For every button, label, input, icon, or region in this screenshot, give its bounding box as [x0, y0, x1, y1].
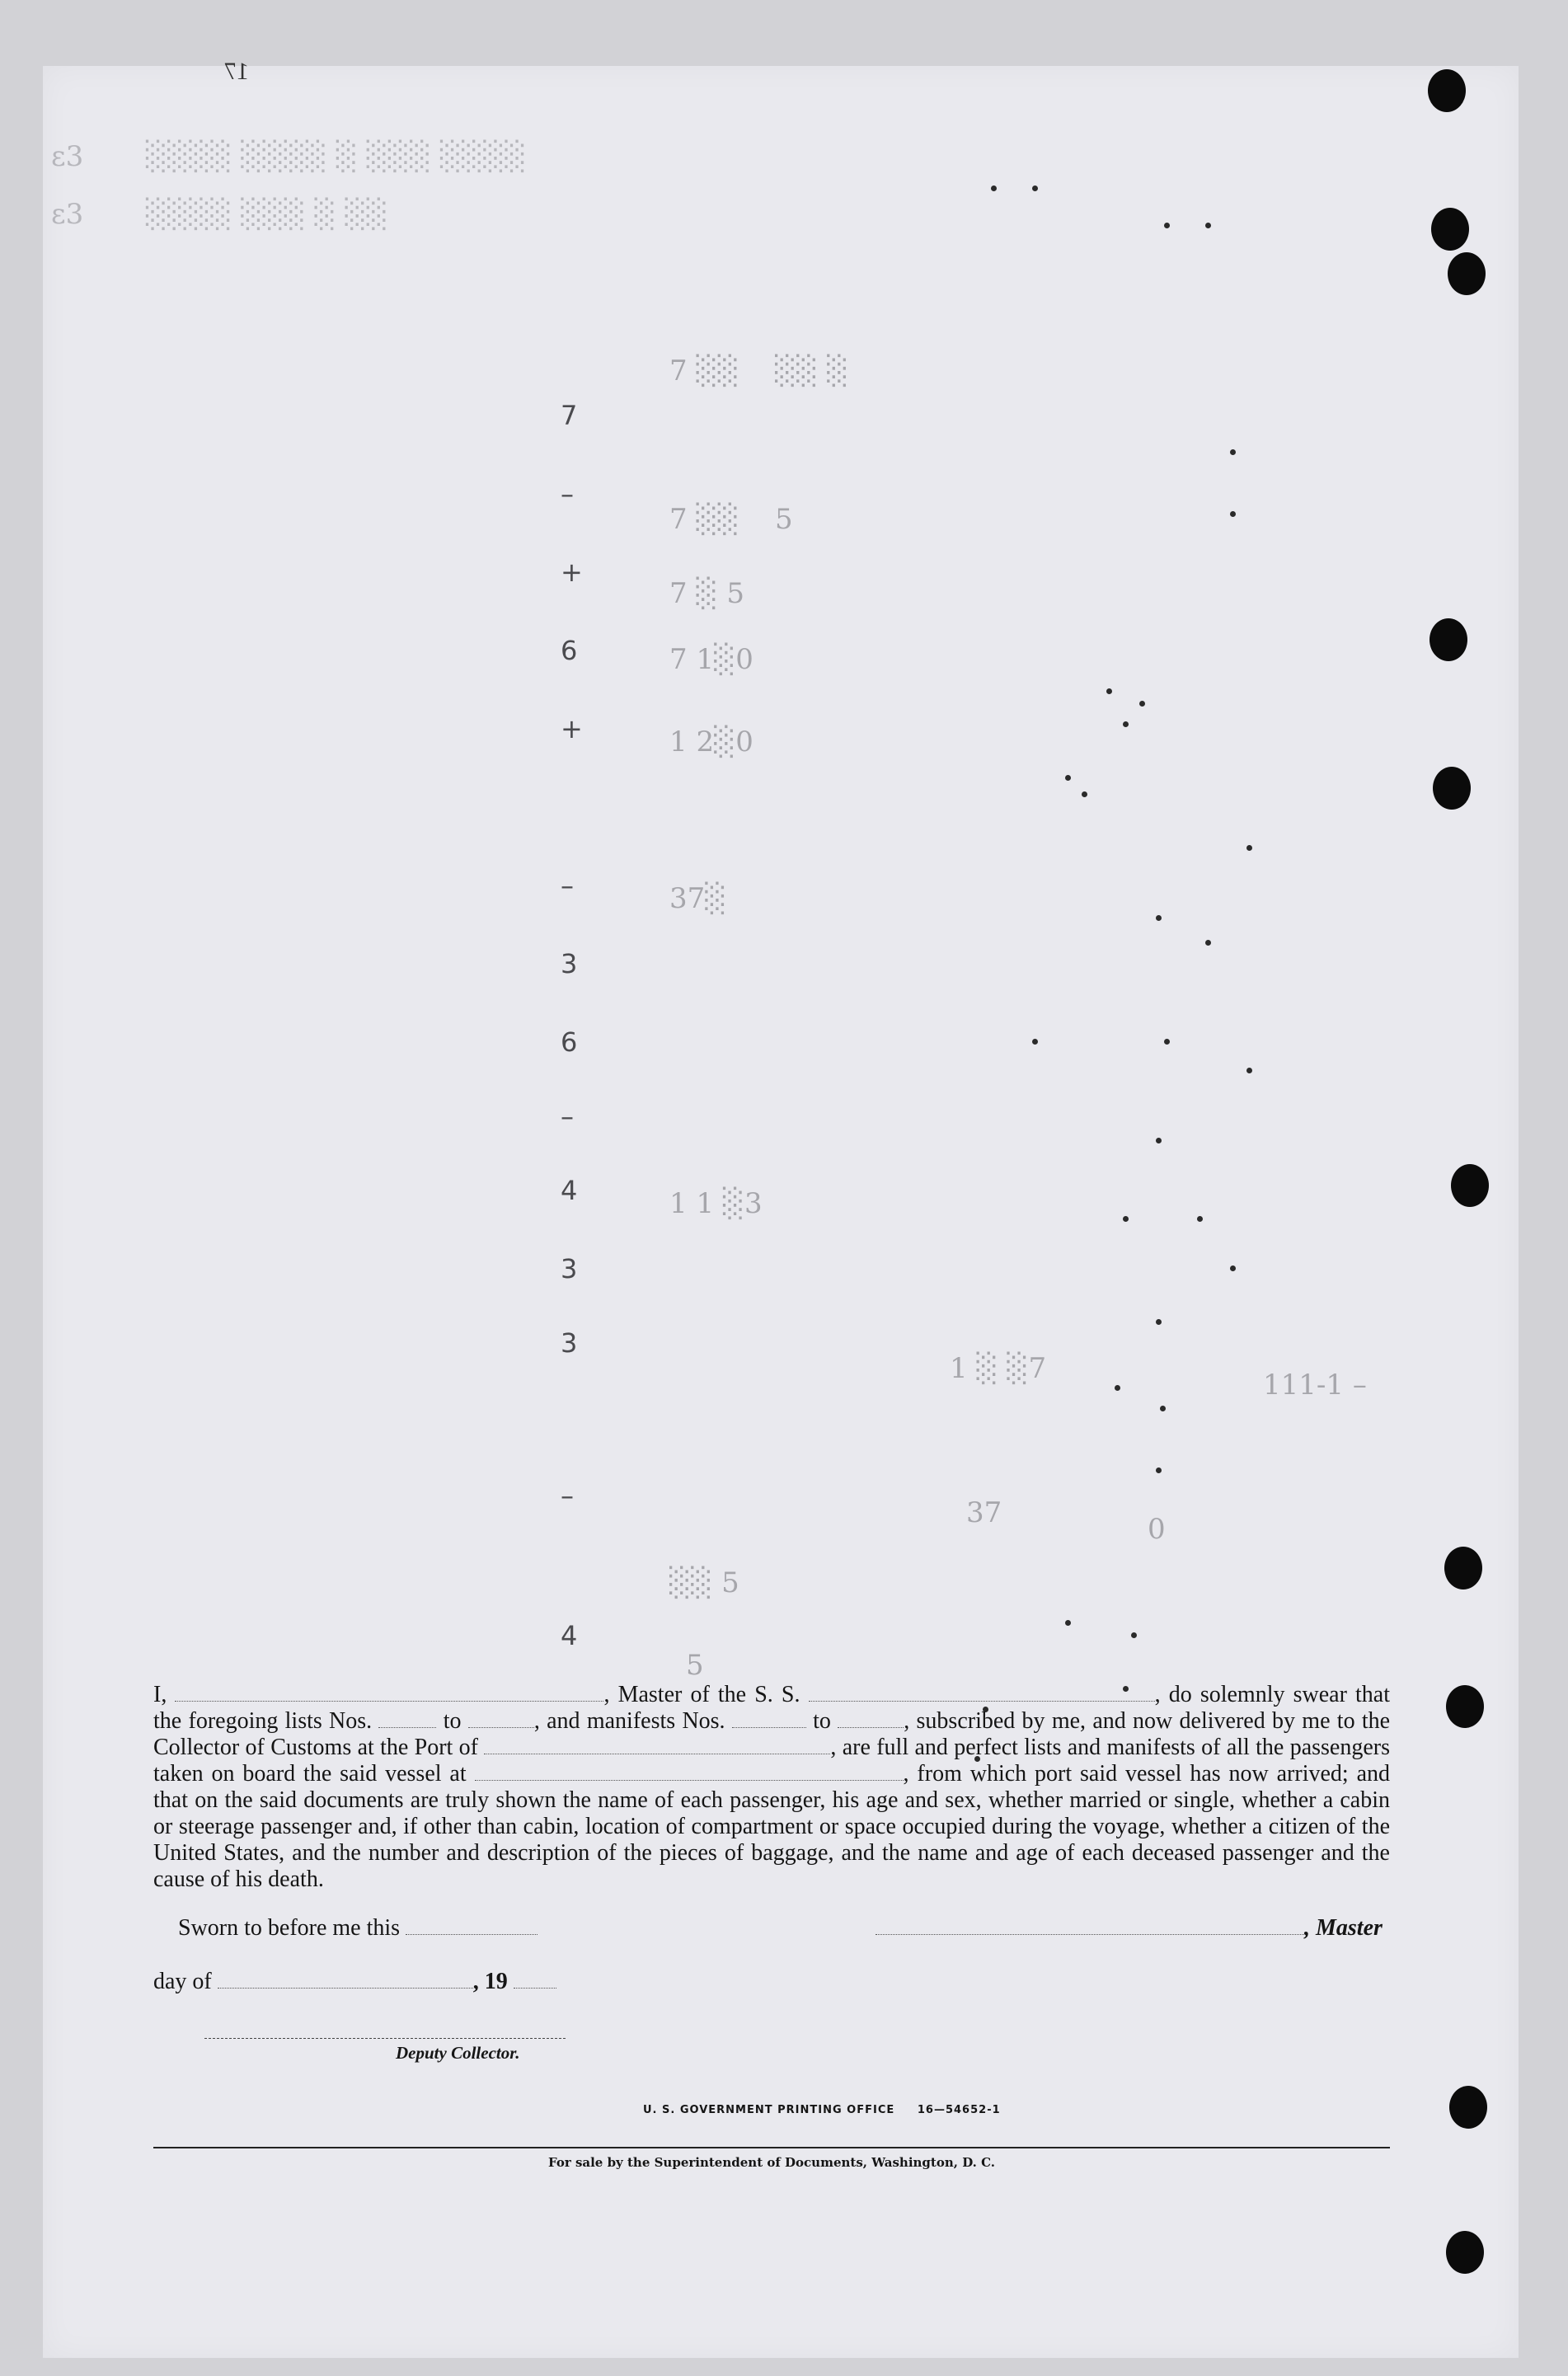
- master-label: , Master: [1304, 1915, 1383, 1941]
- margin-number: –: [561, 1480, 574, 1511]
- punch-hole: [1448, 252, 1486, 295]
- oath-text: to: [443, 1708, 462, 1734]
- bleed-through-text: 1 2░0: [669, 725, 753, 758]
- ink-dot: [1131, 1632, 1137, 1638]
- oath-text: , Master of the S. S.: [603, 1682, 800, 1707]
- oath-text: , from which port said vessel has now arrived; and that on the said documents are truly shown the name of each passenger, his age and sex, whether married or single, whether a cabin or steerage passenger and, if other than cabin, location of compartment or space occupied during the voyage, whether a citizen of the United States, and the number and description of the pieces of baggage, and the name and age of each deceased passenger and the cause of his death.: [153, 1761, 1391, 1892]
- ink-dot: [1032, 185, 1038, 191]
- port-field[interactable]: [484, 1735, 830, 1754]
- bleed-through-text: ε3 ░░░░ ░░░░ ░ ░░░ ░░░░: [51, 140, 527, 173]
- margin-number: –: [561, 478, 574, 509]
- punch-hole: [1449, 2086, 1487, 2129]
- master-name-field[interactable]: [175, 1683, 603, 1702]
- margin-number: 6: [561, 635, 578, 666]
- bleed-through-text: 0: [1148, 1513, 1166, 1546]
- margin-number: 4: [561, 1620, 578, 1651]
- ink-dot: [1160, 1406, 1166, 1411]
- sworn-date-field[interactable]: [406, 1916, 538, 1935]
- ink-dot: [1065, 1620, 1071, 1626]
- page-number: 17: [224, 58, 249, 85]
- punch-hole: [1428, 69, 1466, 112]
- bleed-through-text: 1 ░ ░7: [950, 1352, 1047, 1385]
- ink-dot: [1032, 1039, 1038, 1045]
- bleed-through-text: ε3 ░░░░ ░░░ ░ ░░: [51, 198, 388, 231]
- ink-dot: [1230, 511, 1236, 517]
- year-field[interactable]: [514, 1970, 556, 1989]
- ink-dot: [1065, 775, 1071, 781]
- oath-paragraph: [153, 1682, 1390, 1893]
- punch-hole: [1446, 2231, 1484, 2274]
- margin-number: 7: [561, 400, 578, 431]
- vessel-name-field[interactable]: [809, 1683, 1155, 1702]
- list-to-field[interactable]: [468, 1709, 534, 1728]
- month-field[interactable]: [218, 1970, 473, 1989]
- punch-hole: [1433, 767, 1471, 810]
- bleed-through-text: 7 1░0: [669, 643, 753, 676]
- bleed-through-text: 111-1 –: [1263, 1369, 1367, 1402]
- oath-text: I,: [153, 1682, 167, 1707]
- oath-text: , and manifests Nos.: [533, 1708, 725, 1734]
- ink-dot: [1156, 1467, 1162, 1473]
- sworn-row: [178, 1915, 538, 1942]
- ink-dot: [1139, 701, 1145, 707]
- margin-number: 3: [561, 1253, 578, 1284]
- manifest-from-field[interactable]: [732, 1709, 806, 1728]
- ink-dot: [1164, 1039, 1170, 1045]
- ink-dot: [1205, 940, 1211, 946]
- footer-rule: [153, 2147, 1390, 2148]
- ink-dot: [1246, 845, 1252, 851]
- ink-dot: [1156, 1138, 1162, 1143]
- ink-dot: [1106, 688, 1112, 694]
- margin-number: 6: [561, 1026, 578, 1058]
- sale-note: For sale by the Superintendent of Documents, Washington, D. C.: [547, 2155, 996, 2170]
- margin-number: +: [561, 556, 583, 588]
- margin-number: 3: [561, 948, 578, 979]
- master-signature-row: [876, 1915, 1383, 1942]
- bleed-through-text: 7 ░░ ░░ ░: [669, 355, 849, 387]
- ink-dot: [1246, 1068, 1252, 1073]
- punch-hole: [1446, 1685, 1484, 1728]
- oath-text: to: [813, 1708, 831, 1734]
- ink-dot: [1123, 721, 1129, 727]
- list-from-field[interactable]: [378, 1709, 436, 1728]
- oath-text: , are full and perfect lists and manifests of all the passengers taken on board the said vessel at: [153, 1735, 1390, 1787]
- day-of-row: [153, 1969, 556, 1995]
- manifest-page: [43, 58, 1519, 2358]
- ink-dot: [1197, 1216, 1203, 1222]
- bleed-through-text: 1 1 ░3: [669, 1187, 763, 1220]
- master-signature-field[interactable]: [876, 1916, 1304, 1935]
- ink-dot: [1230, 1265, 1236, 1271]
- margin-number: 3: [561, 1327, 578, 1359]
- ink-dot: [1205, 223, 1211, 228]
- margin-number: –: [561, 1101, 574, 1132]
- ink-dot: [1230, 449, 1236, 455]
- departure-port-field[interactable]: [475, 1762, 904, 1781]
- punch-hole: [1444, 1547, 1482, 1589]
- day-of-label: day of: [153, 1969, 212, 1994]
- ink-dot: [1156, 1319, 1162, 1325]
- bleed-through-text: 37░: [669, 882, 727, 915]
- year-label: , 19: [472, 1969, 508, 1994]
- margin-number: +: [561, 713, 583, 744]
- bleed-through-text: 7 ░░ 5: [669, 503, 793, 536]
- ink-dot: [1164, 223, 1170, 228]
- punch-hole: [1431, 208, 1469, 251]
- deputy-collector-label: Deputy Collector.: [396, 2043, 520, 2063]
- deputy-signature-line[interactable]: [204, 2038, 566, 2039]
- margin-number: 4: [561, 1175, 578, 1206]
- punch-hole: [1430, 618, 1467, 661]
- oath-text: , do solemnly swear that the foregoing lists Nos.: [153, 1682, 1391, 1734]
- ink-dot: [1082, 791, 1087, 797]
- manifest-to-field[interactable]: [838, 1709, 904, 1728]
- bleed-through-text: ░░ 5: [669, 1566, 739, 1599]
- bleed-through-text: 37: [966, 1496, 1002, 1529]
- margin-number: –: [561, 870, 574, 901]
- ink-dot: [991, 185, 997, 191]
- gpo-note: U. S. GOVERNMENT PRINTING OFFICE 16—54652-1: [643, 2104, 1001, 2116]
- ink-dot: [1115, 1385, 1120, 1391]
- sworn-label: Sworn to before me this: [178, 1915, 401, 1941]
- oath-text: , subscribed by me, and now delivered by me to the Collector of Customs at the Port of: [153, 1708, 1391, 1760]
- ink-dot: [1156, 915, 1162, 921]
- ink-dot: [1123, 1216, 1129, 1222]
- bleed-through-text: 5: [686, 1649, 704, 1682]
- punch-hole: [1451, 1164, 1489, 1207]
- bleed-through-text: 7 ░ 5: [669, 577, 745, 610]
